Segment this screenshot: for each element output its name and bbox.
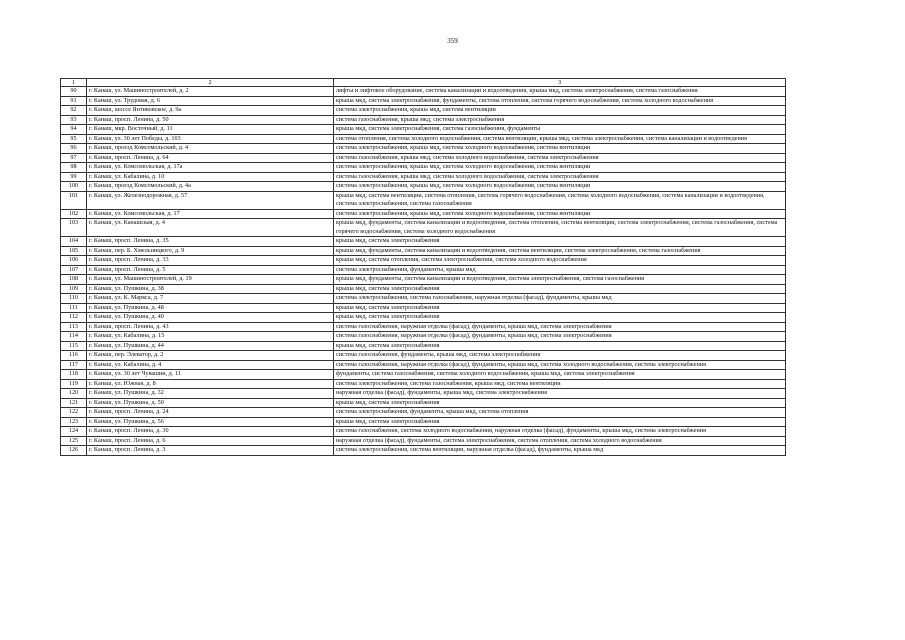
header-col-2: 2 bbox=[87, 79, 334, 87]
table-row bbox=[61, 153, 786, 163]
address-cell: г. Канаш, просп. Ленина, д. 5 bbox=[87, 265, 334, 275]
row-number-cell: 114 bbox=[61, 332, 87, 342]
table-row bbox=[61, 322, 786, 332]
table-row bbox=[61, 87, 786, 97]
table-row bbox=[61, 115, 786, 125]
address-cell: г. Канаш, ул. Пушкина, д. 32 bbox=[87, 389, 334, 399]
address-cell: г. Канаш, проезд Комсомольский, д. 4 bbox=[87, 144, 334, 154]
row-number-cell: 98 bbox=[61, 163, 87, 173]
row-number-cell: 125 bbox=[61, 436, 87, 446]
address-cell: г. Канаш, просп. Ленина, д. 64 bbox=[87, 153, 334, 163]
address-cell: г. Канаш, ул. 30 лет Победы, д. 103 bbox=[87, 134, 334, 144]
works-cell: крыша мкд, система электроснабжения, система газоснабжения, фундаменты bbox=[334, 125, 786, 135]
address-cell: г. Канаш, ул. Пушкина, д. 38 bbox=[87, 284, 334, 294]
works-cell: фундаменты, система газоснабжения, система холодного водоснабжения, крыша мкд, система электроснабжения bbox=[334, 370, 786, 380]
table-row bbox=[61, 351, 786, 361]
works-cell: крыша мкд, система электроснабжения bbox=[334, 237, 786, 247]
row-number-cell: 91 bbox=[61, 96, 87, 106]
works-cell: наружная отделка (фасад), фундаменты, система электроснабжения, система отопления, система холодного водоснабжения bbox=[334, 436, 786, 446]
address-cell: г. Канаш, ул. Железнодорожная, д. 57 bbox=[87, 191, 334, 209]
row-number-cell: 116 bbox=[61, 351, 87, 361]
row-number-cell: 106 bbox=[61, 256, 87, 266]
address-table bbox=[60, 78, 786, 456]
address-cell: г. Канаш, просп. Ленина, д. 50 bbox=[87, 115, 334, 125]
works-cell: система электроснабжения, система вентиляции, наружная отделка (фасад), фундаменты, крыша мкд bbox=[334, 446, 786, 456]
works-cell: крыша мкд, система вентиляции, система отопления, система горячего водоснабжения, система холодного водоснабжения, система канализации и водоотведения, система электроснабжения, система газоснабжения bbox=[334, 191, 786, 209]
works-cell: крыша мкд, система электроснабжения bbox=[334, 398, 786, 408]
address-cell: г. Канаш, ул. Пушкина, д. 40 bbox=[87, 313, 334, 323]
table-row bbox=[61, 303, 786, 313]
row-number-cell: 96 bbox=[61, 144, 87, 154]
address-cell: г. Канаш, ул. Пушкина, д. 44 bbox=[87, 341, 334, 351]
table-row bbox=[61, 256, 786, 266]
table-row bbox=[61, 96, 786, 106]
table-row bbox=[61, 172, 786, 182]
row-number-cell: 90 bbox=[61, 87, 87, 97]
address-cell: г. Канаш, просп. Ленина, д. 35 bbox=[87, 237, 334, 247]
table-row bbox=[61, 436, 786, 446]
address-cell: г. Канаш, мкр. Восточный, д. 11 bbox=[87, 125, 334, 135]
row-number-cell: 118 bbox=[61, 370, 87, 380]
row-number-cell: 126 bbox=[61, 446, 87, 456]
row-number-cell: 122 bbox=[61, 408, 87, 418]
address-cell: г. Канаш, пер. Б. Хмельницкого, д. 9 bbox=[87, 246, 334, 256]
table-row bbox=[61, 370, 786, 380]
table-row bbox=[61, 408, 786, 418]
address-cell: г. Канаш, пер. Элеватор, д. 2 bbox=[87, 351, 334, 361]
row-number-cell: 108 bbox=[61, 275, 87, 285]
works-cell: крыша мкд, система электроснабжения bbox=[334, 303, 786, 313]
works-cell: система электроснабжения, система газоснабжения, крыша мкд, система вентиляции bbox=[334, 379, 786, 389]
row-number-cell: 121 bbox=[61, 398, 87, 408]
table-row bbox=[61, 417, 786, 427]
table-row bbox=[61, 191, 786, 209]
works-cell: крыша мкд, система электроснабжения bbox=[334, 313, 786, 323]
address-cell: г. Канаш, проезд Комсомольский, д. 4а bbox=[87, 182, 334, 192]
table-row bbox=[61, 341, 786, 351]
address-cell: г. Канаш, просп. Ленина, д. 43 bbox=[87, 322, 334, 332]
row-number-cell: 105 bbox=[61, 246, 87, 256]
row-number-cell: 117 bbox=[61, 360, 87, 370]
address-cell: г. Канаш, просп. Ленина, д. 33 bbox=[87, 256, 334, 266]
works-cell: наружная отделка (фасад), фундаменты, крыша мкд, система электроснабжения bbox=[334, 389, 786, 399]
works-cell: система газоснабжения, система холодного водоснабжения, наружная отделка (фасад), фундаменты, крыша мкд, система электроснабжения bbox=[334, 427, 786, 437]
table-row bbox=[61, 360, 786, 370]
address-cell: г. Канаш, ул. Канашская, д. 4 bbox=[87, 219, 334, 237]
works-cell: система газоснабжения, наружная отделка (фасад), фундаменты, крыша мкд, система электроснабжения bbox=[334, 322, 786, 332]
works-cell: крыша мкд, система отопления, система электроснабжения, система холодного водоснабжения bbox=[334, 256, 786, 266]
works-cell: крыша мкд, система электроснабжения bbox=[334, 417, 786, 427]
address-cell: г. Канаш, просп. Ленина, д. 6 bbox=[87, 436, 334, 446]
works-cell: крыша мкд, система электроснабжения bbox=[334, 284, 786, 294]
address-cell: г. Канаш, ул. 30 лет Чувашии, д. 11 bbox=[87, 370, 334, 380]
row-number-cell: 112 bbox=[61, 313, 87, 323]
address-cell: г. Канаш, просп. Ленина, д. 24 bbox=[87, 408, 334, 418]
works-cell: система электроснабжения, крыша мкд, система холодного водоснабжения, система вентиляции bbox=[334, 182, 786, 192]
works-cell: система электроснабжения, крыша мкд, система холодного водоснабжения, система вентиляции bbox=[334, 163, 786, 173]
address-cell: г. Канаш, ул. Южная, д. 8 bbox=[87, 379, 334, 389]
table-row bbox=[61, 265, 786, 275]
row-number-cell: 93 bbox=[61, 115, 87, 125]
row-number-cell: 95 bbox=[61, 134, 87, 144]
row-number-cell: 101 bbox=[61, 191, 87, 209]
works-cell: система газоснабжения, крыша мкд, система холодного водоснабжения, система электроснабжения bbox=[334, 153, 786, 163]
works-cell: крыша мкд, фундаменты, система канализации и водоотведения, система электроснабжения, система газоснабжения bbox=[334, 275, 786, 285]
table-row bbox=[61, 379, 786, 389]
works-cell: лифты и лифтовое оборудование, система канализации и водоотведения, крыша мкд, система электроснабжения, система газоснабжения bbox=[334, 87, 786, 97]
table-row bbox=[61, 427, 786, 437]
address-cell: г. Канаш, ул. Пушкина, д. 48 bbox=[87, 303, 334, 313]
works-cell: система электроснабжения, крыша мкд, система вентиляции bbox=[334, 106, 786, 116]
row-number-cell: 123 bbox=[61, 417, 87, 427]
table-row bbox=[61, 284, 786, 294]
table-row bbox=[61, 398, 786, 408]
table-row bbox=[61, 246, 786, 256]
header-col-1: 1 bbox=[61, 79, 87, 87]
address-cell: г. Канаш, ул. Кабалина, д. 10 bbox=[87, 172, 334, 182]
table-row bbox=[61, 313, 786, 323]
works-cell: система электроснабжения, фундаменты, крыша мкд bbox=[334, 265, 786, 275]
row-number-cell: 92 bbox=[61, 106, 87, 116]
row-number-cell: 119 bbox=[61, 379, 87, 389]
table-row bbox=[61, 389, 786, 399]
address-cell: г. Канаш, ул. Кабалина, д. 4 bbox=[87, 360, 334, 370]
works-cell: система электроснабжения, система газоснабжения, наружная отделка (фасад), фундаменты, крыша мкд bbox=[334, 294, 786, 304]
row-number-cell: 109 bbox=[61, 284, 87, 294]
table-header-row bbox=[61, 79, 786, 87]
row-number-cell: 94 bbox=[61, 125, 87, 135]
row-number-cell: 115 bbox=[61, 341, 87, 351]
table-row bbox=[61, 446, 786, 456]
address-cell: г. Канаш, ул. Машиностроителей, д. 2 bbox=[87, 87, 334, 97]
row-number-cell: 107 bbox=[61, 265, 87, 275]
row-number-cell: 103 bbox=[61, 219, 87, 237]
table-row bbox=[61, 182, 786, 192]
address-cell: г. Канаш, ул. Пушкина, д. 56 bbox=[87, 417, 334, 427]
address-cell: г. Канаш, ул. Кабалина, д. 15 bbox=[87, 332, 334, 342]
works-cell: система отопления, система холодного водоснабжения, система вентиляции, крыша мкд, система электроснабжения, система канализации и водоотведения bbox=[334, 134, 786, 144]
address-cell: г. Канаш, ул. Пушкина, д. 50 bbox=[87, 398, 334, 408]
table-row bbox=[61, 125, 786, 135]
address-cell: г. Канаш, ул. К. Маркса, д. 7 bbox=[87, 294, 334, 304]
address-cell: г. Канаш, ул. Комсомольская, д. 17а bbox=[87, 163, 334, 173]
address-cell: г. Канаш, ул. Комсомольская, д. 17 bbox=[87, 209, 334, 219]
page-number: 359 bbox=[447, 37, 458, 45]
row-number-cell: 99 bbox=[61, 172, 87, 182]
table-row bbox=[61, 144, 786, 154]
works-cell: система газоснабжения, наружная отделка (фасад), фундаменты, крыша мкд, система холодного водоснабжения, система электроснабжения bbox=[334, 360, 786, 370]
works-cell: система электроснабжения, крыша мкд, система холодного водоснабжения, система вентиляции bbox=[334, 209, 786, 219]
row-number-cell: 104 bbox=[61, 237, 87, 247]
table-row bbox=[61, 134, 786, 144]
address-cell: г. Канаш, шоссе Янтиковское, д. 9а bbox=[87, 106, 334, 116]
table-row bbox=[61, 106, 786, 116]
table-row bbox=[61, 294, 786, 304]
table-row bbox=[61, 237, 786, 247]
works-cell: система электроснабжения, крыша мкд, система холодного водоснабжения, система вентиляции bbox=[334, 144, 786, 154]
row-number-cell: 100 bbox=[61, 182, 87, 192]
row-number-cell: 113 bbox=[61, 322, 87, 332]
table-row bbox=[61, 332, 786, 342]
address-cell: г. Канаш, ул. Машиностроителей, д. 19 bbox=[87, 275, 334, 285]
row-number-cell: 102 bbox=[61, 209, 87, 219]
works-cell: система газоснабжения, крыша мкд, система электроснабжения bbox=[334, 115, 786, 125]
address-cell: г. Канаш, ул. Трудовая, д. 6 bbox=[87, 96, 334, 106]
row-number-cell: 97 bbox=[61, 153, 87, 163]
works-cell: система газоснабжения, крыша мкд, система холодного водоснабжения, система электроснабжения bbox=[334, 172, 786, 182]
table-row bbox=[61, 275, 786, 285]
works-cell: система газоснабжения, фундаменты, крыша мкд, система электроснабжения bbox=[334, 351, 786, 361]
works-cell: крыша мкд, фундаменты, система канализации и водоотведения, система вентиляции, система электроснабжения, система газоснабжения bbox=[334, 246, 786, 256]
row-number-cell: 110 bbox=[61, 294, 87, 304]
table-row bbox=[61, 163, 786, 173]
works-cell: крыша мкд, фундаменты, система канализации и водоотведения, система отопления, система вентиляции, система электроснабжения, система газоснабжения, система горячего водоснабжения, система холодного водоснабжения bbox=[334, 219, 786, 237]
address-cell: г. Канаш, просп. Ленина, д. 30 bbox=[87, 427, 334, 437]
table-row bbox=[61, 219, 786, 237]
row-number-cell: 124 bbox=[61, 427, 87, 437]
works-cell: система газоснабжения, наружная отделка (фасад), фундаменты, крыша мкд, система электроснабжения bbox=[334, 332, 786, 342]
table-row bbox=[61, 209, 786, 219]
row-number-cell: 120 bbox=[61, 389, 87, 399]
row-number-cell: 111 bbox=[61, 303, 87, 313]
works-cell: система электроснабжения, фундаменты, крыша мкд, система отопления bbox=[334, 408, 786, 418]
works-cell: крыша мкд, система электроснабжения bbox=[334, 341, 786, 351]
header-col-3: 3 bbox=[334, 79, 786, 87]
works-cell: крыша мкд, система электроснабжения, фундаменты, система отопления, система горячего водоснабжения, система холодного водоснабжения bbox=[334, 96, 786, 106]
address-cell: г. Канаш, просп. Ленина, д. 3 bbox=[87, 446, 334, 456]
